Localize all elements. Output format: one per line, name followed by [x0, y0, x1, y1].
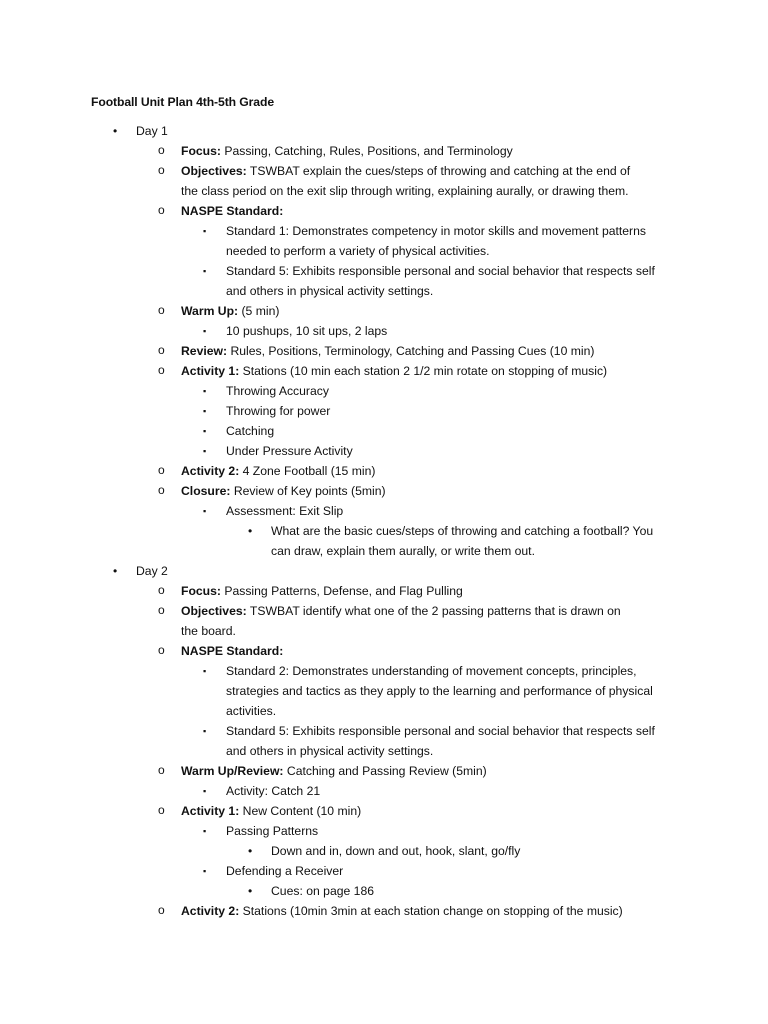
detail-item — [226, 841, 768, 861]
day-sublist — [136, 141, 768, 561]
plan-item — [136, 461, 768, 481]
plan-sublist — [181, 501, 768, 561]
square-bullet-icon: ▪ — [203, 326, 207, 336]
plan-item — [136, 481, 768, 561]
day-item — [0, 561, 768, 921]
plan-sublist — [181, 381, 768, 461]
circle-bullet-icon: o — [158, 763, 165, 777]
plan-sublist — [181, 781, 768, 801]
plan-item-label: NASPE Standard: — [181, 644, 284, 658]
square-bullet-icon: ▪ — [203, 786, 207, 796]
circle-bullet-icon: o — [158, 363, 165, 377]
plan-item — [136, 581, 768, 601]
plan-sublist — [181, 821, 768, 901]
plan-item-label: Activity 1: — [181, 804, 240, 818]
detail-item-text: Down and in, down and out, hook, slant, go/fly — [271, 844, 521, 858]
sub-item-text: Passing Patterns — [226, 824, 319, 838]
plan-item-text: Focus: Passing Patterns, Defense, and Flag Pulling — [181, 584, 463, 598]
plan-item — [136, 301, 768, 341]
plan-item-text: Activity 1: New Content (10 min) — [181, 804, 362, 818]
plan-item — [136, 341, 768, 361]
plan-item-text: Activity 2: 4 Zone Football (15 min) — [181, 464, 376, 478]
plan-item-text: Warm Up/Review: Catching and Passing Review (5min) — [181, 764, 487, 778]
circle-bullet-icon: o — [158, 903, 165, 917]
square-bullet-icon: ▪ — [203, 666, 207, 676]
circle-bullet-icon: o — [158, 163, 165, 177]
plan-item — [136, 761, 768, 801]
sub-item-text: Defending a Receiver — [226, 864, 344, 878]
circle-bullet-icon: o — [158, 643, 165, 657]
sub-item-text: Activity: Catch 21 — [226, 784, 321, 798]
plan-item-label: Activity 2: — [181, 904, 240, 918]
bullet-icon: • — [113, 124, 118, 138]
detail-item — [226, 881, 768, 901]
plan-item-text: Warm Up: (5 min) — [181, 304, 280, 318]
sub-item-text: Standard 5: Exhibits responsible personal and social behavior that respects self and others in physical activity settings. — [226, 724, 655, 758]
bullet-icon: • — [113, 564, 118, 578]
plan-item-label: Closure: — [181, 484, 231, 498]
circle-bullet-icon: o — [158, 603, 165, 617]
document-title: Football Unit Plan 4th-5th Grade — [91, 95, 275, 109]
plan-item — [136, 801, 768, 901]
plan-item-label: Objectives: — [181, 164, 247, 178]
day-label: Day 1 — [136, 124, 168, 138]
plan-item-text: Closure: Review of Key points (5min) — [181, 484, 386, 498]
plan-item-label: NASPE Standard: — [181, 204, 284, 218]
plan-item-label: Warm Up/Review: — [181, 764, 284, 778]
square-bullet-icon: ▪ — [203, 726, 207, 736]
plan-item-text: Focus: Passing, Catching, Rules, Positions, and Terminology — [181, 144, 513, 158]
sub-item-text: Catching — [226, 424, 275, 438]
circle-bullet-icon: o — [158, 803, 165, 817]
day-item — [0, 121, 768, 561]
sub-item — [181, 401, 768, 421]
sub-item — [181, 821, 768, 861]
detail-sublist — [226, 841, 768, 861]
plan-item — [136, 601, 768, 641]
plan-item-text: Objectives: TSWBAT explain the cues/steps of throwing and catching at the end of the class period on the exit slip through writing, explaining aurally, or drawing them. — [181, 164, 631, 198]
plan-sublist — [181, 221, 768, 301]
plan-sublist — [181, 321, 768, 341]
square-bullet-icon: ▪ — [203, 506, 207, 516]
detail-item-text: Cues: on page 186 — [271, 884, 374, 898]
circle-bullet-icon: o — [158, 483, 165, 497]
sub-item — [181, 221, 768, 261]
plan-item-label: Activity 1: — [181, 364, 240, 378]
bullet-icon: • — [248, 884, 253, 898]
bullet-icon: • — [248, 844, 253, 858]
sub-item-text: Under Pressure Activity — [226, 444, 353, 458]
plan-item-text: Review: Rules, Positions, Terminology, Catching and Passing Cues (10 min) — [181, 344, 595, 358]
plan-item-label: Review: — [181, 344, 228, 358]
plan-item-text: Activity 1: Stations (10 min each station 2 1/2 min rotate on stopping of music) — [181, 364, 608, 378]
square-bullet-icon: ▪ — [203, 866, 207, 876]
plan-item-label: Focus: — [181, 144, 221, 158]
plan-item — [136, 641, 768, 761]
plan-item-text: Activity 2: Stations (10min 3min at each station change on stopping of the music) — [181, 904, 623, 918]
plan-item — [136, 141, 768, 161]
sub-item — [181, 441, 768, 461]
plan-item-text — [181, 641, 633, 661]
plan-item-label: Focus: — [181, 584, 221, 598]
detail-item — [226, 521, 768, 561]
day-label: Day 2 — [136, 564, 168, 578]
sub-item — [181, 721, 768, 761]
sub-item — [181, 421, 768, 441]
plan-item — [136, 201, 768, 301]
sub-item-text: Assessment: Exit Slip — [226, 504, 344, 518]
circle-bullet-icon: o — [158, 303, 165, 317]
sub-item — [181, 661, 768, 721]
plan-item — [136, 901, 768, 921]
plan-item-text: Objectives: TSWBAT identify what one of the 2 passing patterns that is drawn on the board. — [181, 604, 621, 638]
circle-bullet-icon: o — [158, 143, 165, 157]
sub-item-text: Throwing for power — [226, 404, 331, 418]
plan-item-label: Warm Up: — [181, 304, 239, 318]
sub-item-text: Standard 1: Demonstrates competency in motor skills and movement patterns needed to perform a variety of physical activities. — [226, 224, 646, 258]
sub-item-text: 10 pushups, 10 sit ups, 2 laps — [226, 324, 388, 338]
plan-item-label: Objectives: — [181, 604, 247, 618]
outline — [0, 121, 768, 921]
sub-item — [181, 381, 768, 401]
circle-bullet-icon: o — [158, 343, 165, 357]
square-bullet-icon: ▪ — [203, 826, 207, 836]
plan-item — [136, 361, 768, 461]
square-bullet-icon: ▪ — [203, 406, 207, 416]
square-bullet-icon: ▪ — [203, 446, 207, 456]
square-bullet-icon: ▪ — [203, 266, 207, 276]
sub-item — [181, 321, 768, 341]
sub-item — [181, 861, 768, 901]
detail-sublist — [226, 881, 768, 901]
plan-item-text — [181, 201, 633, 221]
sub-item — [181, 501, 768, 561]
circle-bullet-icon: o — [158, 463, 165, 477]
sub-item — [181, 261, 768, 301]
square-bullet-icon: ▪ — [203, 426, 207, 436]
bullet-icon: • — [248, 524, 253, 538]
sub-item-text: Throwing Accuracy — [226, 384, 329, 398]
square-bullet-icon: ▪ — [203, 386, 207, 396]
sub-item-text: Standard 5: Exhibits responsible personal and social behavior that respects self and others in physical activity settings. — [226, 264, 655, 298]
plan-sublist — [181, 661, 768, 761]
square-bullet-icon: ▪ — [203, 226, 207, 236]
sub-item-text: Standard 2: Demonstrates understanding of movement concepts, principles, strategies and tactics as they apply to the learning and performance of physical activities. — [226, 664, 653, 718]
detail-sublist — [226, 521, 768, 561]
circle-bullet-icon: o — [158, 583, 165, 597]
sub-item — [181, 781, 768, 801]
detail-item-text: What are the basic cues/steps of throwing and catching a football? You can draw, explain them aurally, or write them out. — [271, 524, 654, 558]
plan-item-label: Activity 2: — [181, 464, 240, 478]
day-sublist — [136, 581, 768, 921]
plan-item — [136, 161, 768, 201]
circle-bullet-icon: o — [158, 203, 165, 217]
